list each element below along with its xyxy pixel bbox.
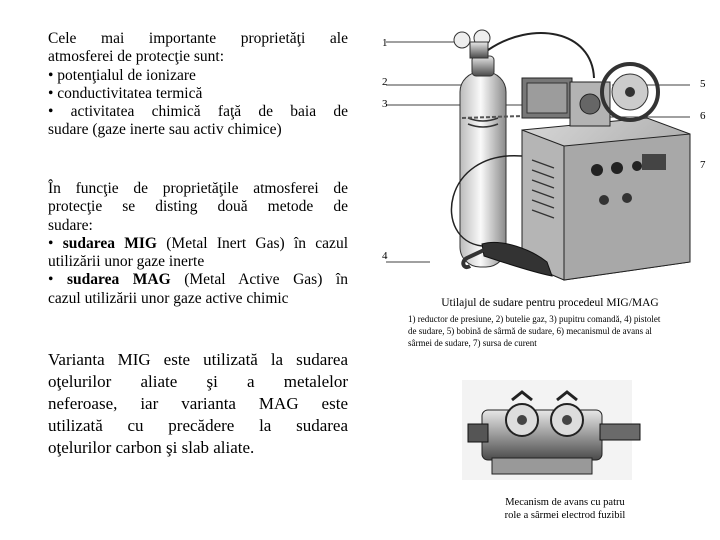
text-line: oţelurilor aliate şi a metalelor — [48, 372, 348, 391]
feed-mechanism-caption: Mecanism de avans cu patru role a sârmei electrod fuzibil — [504, 497, 626, 521]
text-line: utilizării unor gaze inerte — [48, 253, 205, 271]
power-source — [522, 118, 690, 280]
text-line: oţelurilor carbon şi slab aliate. — [48, 438, 255, 457]
pressure-reducer — [454, 30, 490, 58]
callout-4: 4 — [382, 250, 388, 262]
bullet-item: • potenţialul de ionizare — [48, 66, 196, 84]
callout-3: 3 — [382, 98, 388, 110]
methods-paragraph — [48, 180, 348, 308]
mig-mag-equipment-illustration — [372, 0, 720, 540]
figure-column — [372, 0, 720, 540]
text-line: neferoase, iar varianta MAG este — [48, 394, 348, 413]
gas-hose — [488, 33, 594, 78]
callout-1: 1 — [382, 37, 388, 49]
text-line: sudare: — [48, 216, 93, 234]
usage-paragraph — [48, 349, 348, 459]
callout-6: 6 — [700, 110, 706, 122]
text-line: protecţie se disting două metode de — [48, 198, 348, 216]
equipment-caption: Utilajul de sudare pentru procedeul MIG/MAG — [441, 297, 659, 309]
text-line: atmosferei de protecţie sunt: — [48, 48, 225, 66]
text-line: sudare (gaze inerte sau activ chimice) — [48, 121, 282, 139]
mig-bullet: • sudarea MIG (Metal Inert Gas) în cazul — [48, 234, 348, 252]
bullet-item: • activitatea chimică faţă de baia de — [48, 103, 348, 121]
mag-term: sudarea MAG — [66, 271, 171, 289]
feed-mechanism-photo — [462, 380, 640, 480]
properties-paragraph — [48, 30, 348, 140]
text-line: Varianta MIG este utilizată la sudarea — [48, 350, 348, 369]
text-line: utilizată cu precădere la sudarea — [48, 416, 348, 435]
text-line: Cele mai importante proprietăţi ale — [48, 30, 348, 47]
text-line: cazul utilizării unor gaze active chimic — [48, 289, 289, 307]
mig-term: sudarea MIG — [62, 234, 157, 252]
equipment-legend: 1) reductor de presiune, 2) butelie gaz, 3) pupitru comandă, 4) pistolet de sudare, 5) bobină de sârmă de sudare, 6) mecanismul de avans al sârmei de sudare, 7) sursa de curent — [408, 314, 661, 348]
callout-5: 5 — [700, 78, 706, 90]
text-line: În funcţie de proprietăţile atmosferei de — [48, 180, 348, 197]
bullet-item: • conductivitatea termică — [48, 84, 203, 102]
callout-2: 2 — [382, 76, 388, 88]
mag-bullet: • sudarea MAG (Metal Active Gas) în — [48, 271, 348, 289]
callout-7: 7 — [700, 159, 706, 171]
